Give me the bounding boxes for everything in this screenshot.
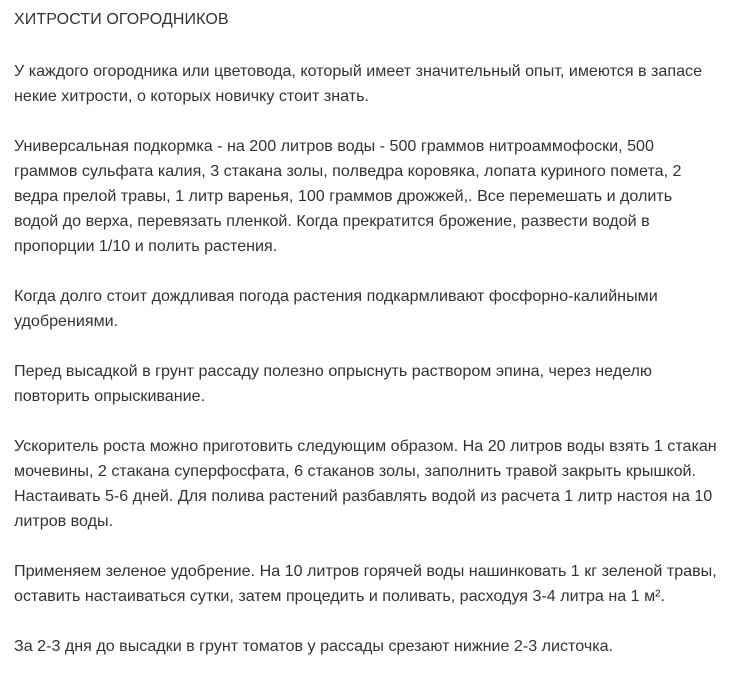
paragraph-rainy-weather: Когда долго стоит дождливая погода растения подкармливают фосфорно-калийными удобрениями. bbox=[14, 287, 658, 330]
paragraph-growth-accelerator: Ускоритель роста можно приготовить следующим образом. На 20 литров воды взять 1 стакан мочевины, 2 стакана суперфосфата, 6 стаканов золы, заполнить травой закрыть крышкой. Настаивать 5-6 дней. Для полива растений разбавлять водой из расчета 1 литр настоя на 10 литров воды. bbox=[14, 437, 717, 530]
paragraph-intro: У каждого огородника или цветовода, который имеет значительный опыт, имеются в запасе некие хитрости, о которых новичку стоит знать. bbox=[14, 62, 703, 105]
paragraph-universal-feed: Универсальная подкормка - на 200 литров воды - 500 граммов нитроаммофоски, 500 граммов сульфата калия, 3 стакана золы, полведра коровяка, лопата куриного помета, 2 ведра прелой травы, 1 литр варенья, 100 граммов дрожжей,. Все перемешать и долить водой до верха, перевязать пленкой. Когда прекратится брожение, развести водой в пропорции 1/10 и полить растения. bbox=[14, 137, 682, 255]
paragraph-green-fertilizer: Применяем зеленое удобрение. На 10 литров горячей воды нашинковать 1 кг зеленой травы, оставить настаиваться сутки, затем процедить и поливать, расходуя 3-4 литра на 1 м². bbox=[14, 562, 717, 605]
paragraph-epin-spray: Перед высадкой в грунт рассаду полезно опрыснуть раствором эпина, через неделю повторить опрыскивание. bbox=[14, 362, 652, 405]
article-title: ХИТРОСТИ ОГОРОДНИКОВ bbox=[14, 11, 229, 28]
paragraph-tomato-leaves: За 2-3 дня до высадки в грунт томатов у рассады срезают нижние 2-3 листочка. bbox=[14, 637, 614, 655]
